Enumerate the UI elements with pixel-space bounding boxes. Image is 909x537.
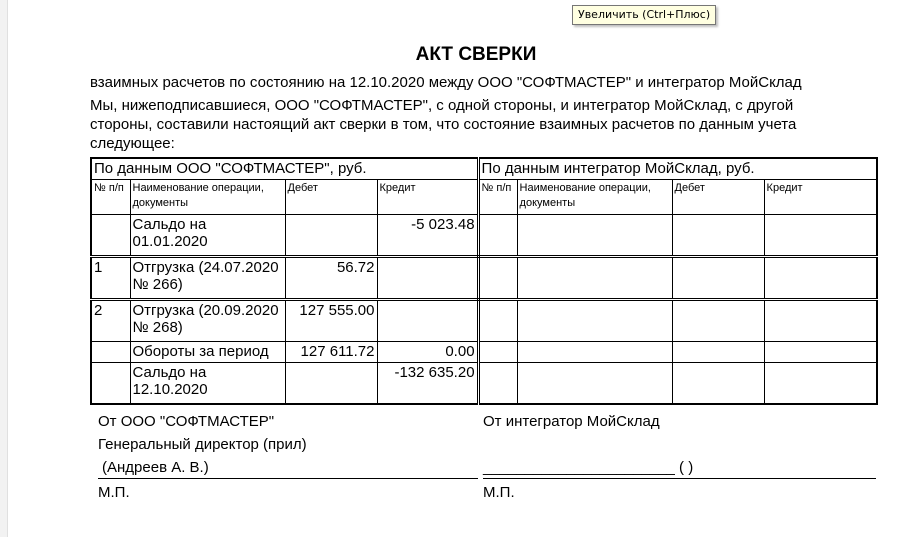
right-row-cell — [478, 342, 517, 363]
header-name-right: Наименование операции, документы — [517, 180, 672, 215]
row-credit: -5 023.48 — [377, 215, 478, 257]
right-row-cell — [478, 300, 517, 342]
row-num — [91, 215, 130, 257]
left-signature-line — [98, 478, 478, 479]
right-row-cell — [672, 363, 764, 405]
right-signatory-from: От интегратор МойСклад — [483, 413, 660, 430]
right-row-cell — [764, 300, 877, 342]
table-row — [91, 257, 877, 300]
zoom-tooltip: Увеличить (Ctrl+Плюс) — [572, 5, 716, 25]
document-subtitle: взаимных расчетов по состоянию на 12.10.2020 между ООО "СОФТМАСТЕР" и интегратор МойСклад — [90, 74, 802, 91]
left-stamp-place: М.П. — [98, 484, 130, 501]
row-debit — [285, 215, 377, 257]
right-row-cell — [672, 342, 764, 363]
row-debit: 56.72 — [285, 257, 377, 300]
intro-paragraph: Мы, нижеподписавшиеся, ООО "СОФТМАСТЕР", с одной стороны, и интегратор МойСклад, с другой стороны, составили настоящий акт сверки в том, что состояние взаимных расчетов по данным учета следующее: — [90, 97, 797, 152]
row-credit — [377, 300, 478, 342]
right-section-header: По данным интегратор МойСклад, руб. — [478, 158, 877, 180]
row-debit: 127 555.00 — [285, 300, 377, 342]
right-row-cell — [764, 257, 877, 300]
row-num — [91, 342, 130, 363]
row-num — [91, 363, 130, 405]
row-credit — [377, 257, 478, 300]
right-row-cell — [517, 215, 672, 257]
header-name: Наименование операции, документы — [130, 180, 285, 215]
row-name: Сальдо на 12.10.2020 — [130, 363, 285, 405]
reconciliation-table — [90, 157, 878, 405]
header-debit: Дебет — [285, 180, 377, 215]
row-name: Сальдо на 01.01.2020 — [130, 215, 285, 257]
row-credit: -132 635.20 — [377, 363, 478, 405]
right-row-cell — [517, 342, 672, 363]
header-credit-right: Кредит — [764, 180, 877, 215]
header-num-right: № п/п — [478, 180, 517, 215]
row-debit — [285, 363, 377, 405]
row-name: Отгрузка (24.07.2020 № 266) — [130, 257, 285, 300]
left-signatory-from: От ООО "СОФТМАСТЕР" — [98, 413, 275, 430]
table-row — [91, 363, 877, 405]
right-row-cell — [672, 215, 764, 257]
left-signatory-name: (Андреев А. В.) — [102, 459, 209, 476]
right-row-cell — [517, 363, 672, 405]
page-left-margin — [0, 0, 8, 537]
row-name: Обороты за период — [130, 342, 285, 363]
document-title: АКТ СВЕРКИ — [415, 44, 537, 65]
right-signature-line — [483, 478, 876, 479]
right-row-cell — [478, 363, 517, 405]
right-row-cell — [478, 215, 517, 257]
right-row-cell — [764, 215, 877, 257]
right-stamp-place: М.П. — [483, 484, 515, 501]
header-num: № п/п — [91, 180, 130, 215]
table-row — [91, 342, 877, 363]
right-row-cell — [517, 300, 672, 342]
header-credit: Кредит — [377, 180, 478, 215]
left-signatory-position: Генеральный директор (прил) — [98, 436, 307, 453]
left-section-header: По данным ООО "СОФТМАСТЕР", руб. — [91, 158, 478, 180]
right-row-cell — [764, 363, 877, 405]
right-row-cell — [478, 257, 517, 300]
row-num: 2 — [91, 300, 130, 342]
header-debit-right: Дебет — [672, 180, 764, 215]
table-row — [91, 215, 877, 257]
column-header-row — [91, 180, 877, 215]
right-row-cell — [764, 342, 877, 363]
right-row-cell — [672, 257, 764, 300]
right-row-cell — [517, 257, 672, 300]
row-debit: 127 611.72 — [285, 342, 377, 363]
row-num: 1 — [91, 257, 130, 300]
table-row — [91, 300, 877, 342]
row-name: Отгрузка (20.09.2020 № 268) — [130, 300, 285, 342]
row-credit: 0.00 — [377, 342, 478, 363]
right-signature-blank: _______________________ ( ) — [483, 459, 694, 476]
right-row-cell — [672, 300, 764, 342]
